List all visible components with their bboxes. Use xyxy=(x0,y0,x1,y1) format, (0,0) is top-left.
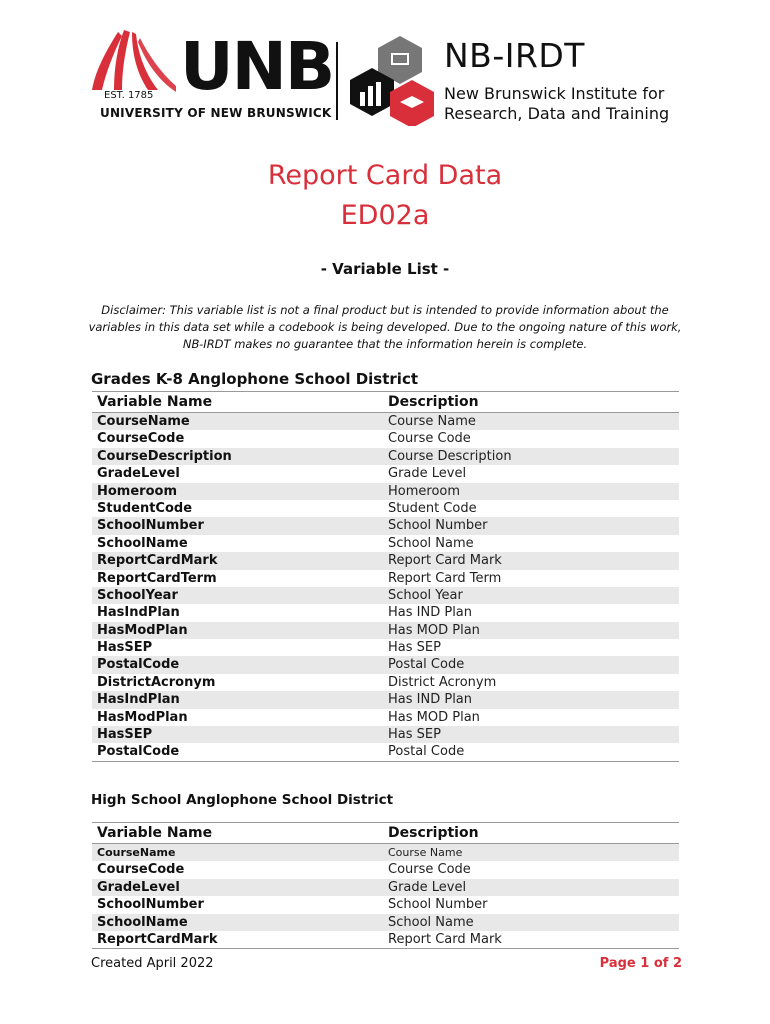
table-row xyxy=(92,483,679,500)
unb-est: EST. 1785 xyxy=(104,90,154,101)
description-cell: Postal Code xyxy=(388,744,465,760)
table-row xyxy=(92,604,679,621)
variable-name-cell: HasIndPlan xyxy=(97,605,180,621)
section1-title: Grades K-8 Anglophone School District xyxy=(91,370,419,388)
description-cell: Student Code xyxy=(388,500,477,516)
description-cell: Report Card Mark xyxy=(388,931,502,947)
variable-name-cell: SchoolNumber xyxy=(97,897,204,913)
section1-header-row xyxy=(92,391,679,413)
table-row xyxy=(92,535,679,552)
description-cell: Has IND Plan xyxy=(388,692,473,708)
variable-name-cell: ReportCardMark xyxy=(97,931,218,947)
unb-fullname: UNIVERSITY OF NEW BRUNSWICK xyxy=(100,106,332,120)
variable-name-cell: GradeLevel xyxy=(97,879,180,895)
variable-name-cell: SchoolName xyxy=(97,535,188,551)
nb-irdt-title: NB-IRDT xyxy=(444,36,585,75)
section2-header-row xyxy=(92,822,679,844)
unb-wordmark: UNB xyxy=(180,28,334,105)
variable-name-cell: CourseCode xyxy=(97,431,185,447)
column-header-description: Description xyxy=(388,394,479,410)
table-row xyxy=(92,639,679,656)
unb-logo xyxy=(88,26,348,126)
table-row xyxy=(92,517,679,534)
description-cell: School Name xyxy=(388,535,474,551)
variable-name-cell: CourseName xyxy=(97,414,190,429)
footer-created-date: Created April 2022 xyxy=(91,956,214,971)
description-cell: Report Card Term xyxy=(388,570,502,586)
document-code: ED02a xyxy=(340,200,430,231)
variable-name-cell: SchoolYear xyxy=(97,587,178,603)
variable-name-cell: StudentCode xyxy=(97,500,193,516)
variable-name-cell: ReportCardTerm xyxy=(97,570,217,586)
variable-name-cell: HasModPlan xyxy=(97,622,188,638)
table-row xyxy=(92,674,679,691)
table-row xyxy=(92,570,679,587)
description-cell: School Name xyxy=(388,914,474,930)
table-row xyxy=(92,622,679,639)
description-cell: Has MOD Plan xyxy=(388,622,480,638)
table-row xyxy=(92,879,679,896)
table-row xyxy=(92,844,679,861)
variable-name-cell: GradeLevel xyxy=(97,466,180,482)
variable-name-cell: PostalCode xyxy=(97,744,180,760)
section2-title: High School Anglophone School District xyxy=(91,792,394,808)
variable-name-cell: DistrictAcronym xyxy=(97,674,216,690)
section2-table xyxy=(92,822,679,949)
description-cell: Grade Level xyxy=(388,879,467,895)
variable-name-cell: SchoolNumber xyxy=(97,518,204,534)
document-title: Report Card Data xyxy=(267,160,503,191)
variable-name-cell: HasModPlan xyxy=(97,709,188,725)
table-row xyxy=(92,726,679,743)
column-header-variable: Variable Name xyxy=(97,394,213,410)
table-row xyxy=(92,587,679,604)
column-header-variable: Variable Name xyxy=(97,825,213,841)
description-cell: Has SEP xyxy=(388,640,441,656)
variable-name-cell: Homeroom xyxy=(97,483,177,499)
table-row xyxy=(92,465,679,482)
document-subtitle: - Variable List - xyxy=(320,260,450,278)
description-cell: Course Code xyxy=(388,862,471,878)
description-cell: District Acronym xyxy=(388,674,497,690)
nb-irdt-hexagon-icon xyxy=(350,36,438,126)
description-cell: Course Name xyxy=(388,846,463,859)
variable-name-cell: CourseCode xyxy=(97,862,185,878)
table-row xyxy=(92,896,679,913)
table-row xyxy=(92,500,679,517)
variable-name-cell: SchoolName xyxy=(97,914,188,930)
table-row xyxy=(92,413,679,430)
table-row xyxy=(92,914,679,931)
column-header-description: Description xyxy=(388,825,479,841)
description-cell: Report Card Mark xyxy=(388,553,502,569)
description-cell: Has SEP xyxy=(388,727,441,743)
table-row xyxy=(92,552,679,569)
page-header xyxy=(88,26,688,130)
section2-table-body xyxy=(92,844,679,949)
description-cell: School Year xyxy=(388,587,463,603)
footer-page-number: Page 1 of 2 xyxy=(599,956,682,971)
table-row xyxy=(92,931,679,948)
description-cell: Has IND Plan xyxy=(388,605,473,621)
nb-irdt-subtitle-line1: New Brunswick Institute for xyxy=(444,84,665,103)
section1-table xyxy=(92,391,679,762)
description-cell: Course Description xyxy=(388,448,512,464)
description-cell: Course Name xyxy=(388,414,476,429)
table-row xyxy=(92,861,679,878)
unb-sail-icon xyxy=(88,28,178,98)
nb-irdt-subtitle-line2: Research, Data and Training xyxy=(444,104,670,123)
section1-table-body xyxy=(92,413,679,762)
description-cell: Postal Code xyxy=(388,657,465,673)
variable-name-cell: PostalCode xyxy=(97,657,180,673)
description-cell: School Number xyxy=(388,518,488,534)
variable-name-cell: CourseDescription xyxy=(97,448,232,464)
table-row xyxy=(92,656,679,673)
variable-name-cell: HasSEP xyxy=(97,727,153,743)
table-row xyxy=(92,743,679,760)
description-cell: Homeroom xyxy=(388,483,461,499)
variable-name-cell: CourseName xyxy=(97,846,176,859)
description-cell: Has MOD Plan xyxy=(388,709,480,725)
disclaimer-text: Disclaimer: This variable list is not a final product but is intended to provide information about the variables in this data set while a codebook is being developed. Due to the ongoing nature of this work, NB-IRDT makes no guarantee that the information herein is complete. xyxy=(88,303,682,351)
variable-name-cell: HasSEP xyxy=(97,640,153,656)
variable-name-cell: ReportCardMark xyxy=(97,553,218,569)
description-cell: Course Code xyxy=(388,431,471,447)
variable-name-cell: HasIndPlan xyxy=(97,692,180,708)
header-divider xyxy=(336,42,338,120)
description-cell: School Number xyxy=(388,897,488,913)
table-row xyxy=(92,691,679,708)
description-cell: Grade Level xyxy=(388,466,467,482)
table-row xyxy=(92,430,679,447)
table-row xyxy=(92,709,679,726)
table-row xyxy=(92,448,679,465)
